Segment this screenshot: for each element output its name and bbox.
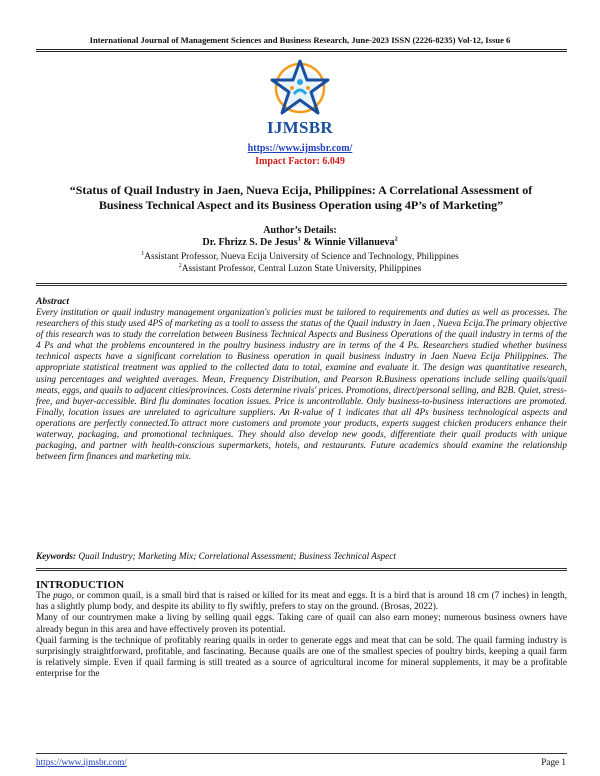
affiliation-2 xyxy=(0,264,600,274)
affiliation-2-text: Assistant Professor, Central Luzon State University, Philippines xyxy=(181,264,422,274)
footer-rule xyxy=(36,753,567,754)
intro-paragraph-2: Many of our countrymen make a living by selling quail eggs. Taking care of quail can also earn money; numerous business owners have already begun in this area and have effectively proven its potential. xyxy=(36,613,567,635)
logo-figure-left xyxy=(290,86,294,90)
ijmsbr-logo-icon xyxy=(262,58,338,118)
intro-p1-italic: pugo xyxy=(53,591,72,601)
page-number: Page 1 xyxy=(541,757,566,767)
footer-url-link[interactable]: https://www.ijmsbr.com/ xyxy=(36,757,127,767)
section-rule-bottom-2 xyxy=(36,570,567,571)
section-rule-top-2 xyxy=(36,285,567,286)
affiliation-2-sup: 2 xyxy=(178,262,182,269)
abstract-heading: Abstract xyxy=(36,296,70,307)
introduction-body xyxy=(36,591,567,681)
impact-factor: Impact Factor: 6.049 xyxy=(255,156,345,167)
keywords-text: Quail Industry; Marketing Mix; Correlational Assessment; Business Technical Aspect xyxy=(76,552,396,562)
author-1-name: Dr. Fhrizz S. De Jesus xyxy=(202,237,298,248)
author-1-sup: 1 xyxy=(297,236,301,243)
journal-url-link[interactable]: https://www.ijmsbr.com/ xyxy=(247,143,353,154)
author-separator: & xyxy=(300,237,315,248)
intro-p1-rest: , or common quail, is a small bird that is raised or killed for its meat and eggs. It is a bird that is around 18 cm (7 inches) in length, has a slightly plump body, and despite its ability to fly swiftly, prefers to stay on the ground. (Brosas, 2022). xyxy=(36,591,567,613)
author-2-sup: 2 xyxy=(394,236,398,243)
author-names xyxy=(0,237,600,248)
affiliation-1-sup: 1 xyxy=(141,250,145,257)
introduction-heading: INTRODUCTION xyxy=(36,579,125,591)
intro-paragraph-1 xyxy=(36,591,567,613)
affiliation-1 xyxy=(0,252,600,262)
intro-paragraph-3: Quail farming is the technique of profitably rearing quails in order to generate eggs and meat that can be sold. The quail farming industry is surprisingly straightforward, profitable, and fascinating. Because quails are one of the smallest species of poultry birds, keeping a quail farm is relatively simple. Even if quail farming is still treated as a source of agricultural income for mineral supplements, it may be a profitable enterprise for the xyxy=(36,635,567,680)
journal-logo-text: IJMSBR xyxy=(266,118,334,137)
authors-heading: Author’s Details: xyxy=(263,225,337,236)
section-rule-bottom xyxy=(36,568,567,569)
abstract-text: Every institution or quail industry management organization's policies must be tailored to requirements and duties as well as processes. The researchers of this study used 4PS of marketing as a tooll to assess the status of the Quail industry in Jaen , Nueva Ecija.The primary objective of this research was to study the correlation between Business Technical Aspects and Business Operations of the quail industry in terms of the 4 Ps and what the problems encountered in the poultry business industry are in terms of the 4 Ps. Researchers studied whether business technical aspects have a significant correlation to Business operation in quail business industry in Jaen Nueva Ecija Philippines. The appropriate statistical treatment was applied to the collected data to total, examine and evaluate it. The design was quantitative research, using percentages and weighted averages. Mean, Frequency Distribution, and Pearson R.Business operations include selling quails/quail meats, eggs, and quails to adjacent cities/provinces. Costs determine rivals' prices. Promotions, direct/personal selling, and B2B. Quiet, stress-free, and buyer-accessible. Bird flu dominates location issues. Price is uncontrollable. Only business-to-business interactions are promoted. Finally, location issues are unrelated to agriculture suppliers. An R-value of 1 indicates that all 4Ps business technological aspects and operations are perfectly connected.To attract more customers and promote your products, experts suggest chicken producers enhance their waterway, packaging, and promotional techniques. They should also develop new goods, differentiate their quail products with unique packaging, and partner with health-conscious supermarkets, hotels, and restaurants. Future academics should examine the relationship between firm finances and marketing mix. xyxy=(36,308,567,463)
section-rule-top xyxy=(36,283,567,284)
keywords-line xyxy=(36,552,567,562)
affiliation-1-text: Assistant Professor, Nueva Ecija University of Science and Technology, Philippines xyxy=(144,252,459,262)
paper-title: “Status of Quail Industry in Jaen, Nueva Ecija, Philippines: A Correlational Assessment of Business Technical Aspect and its Business Operation using 4P’s of Marketing” xyxy=(69,183,533,212)
logo-figure-head xyxy=(297,79,303,85)
author-2-name: Winnie Villanueva xyxy=(314,237,395,248)
header-rule xyxy=(36,49,567,50)
logo-figure-right xyxy=(306,86,310,90)
intro-p1-start: The xyxy=(36,591,54,601)
keywords-label: Keywords: xyxy=(36,552,77,562)
running-header: International Journal of Management Sciences and Business Research, June-2023 ISSN (2226-8235) Vol-12, Issue 6 xyxy=(89,35,511,45)
header-rule-double xyxy=(36,51,567,52)
